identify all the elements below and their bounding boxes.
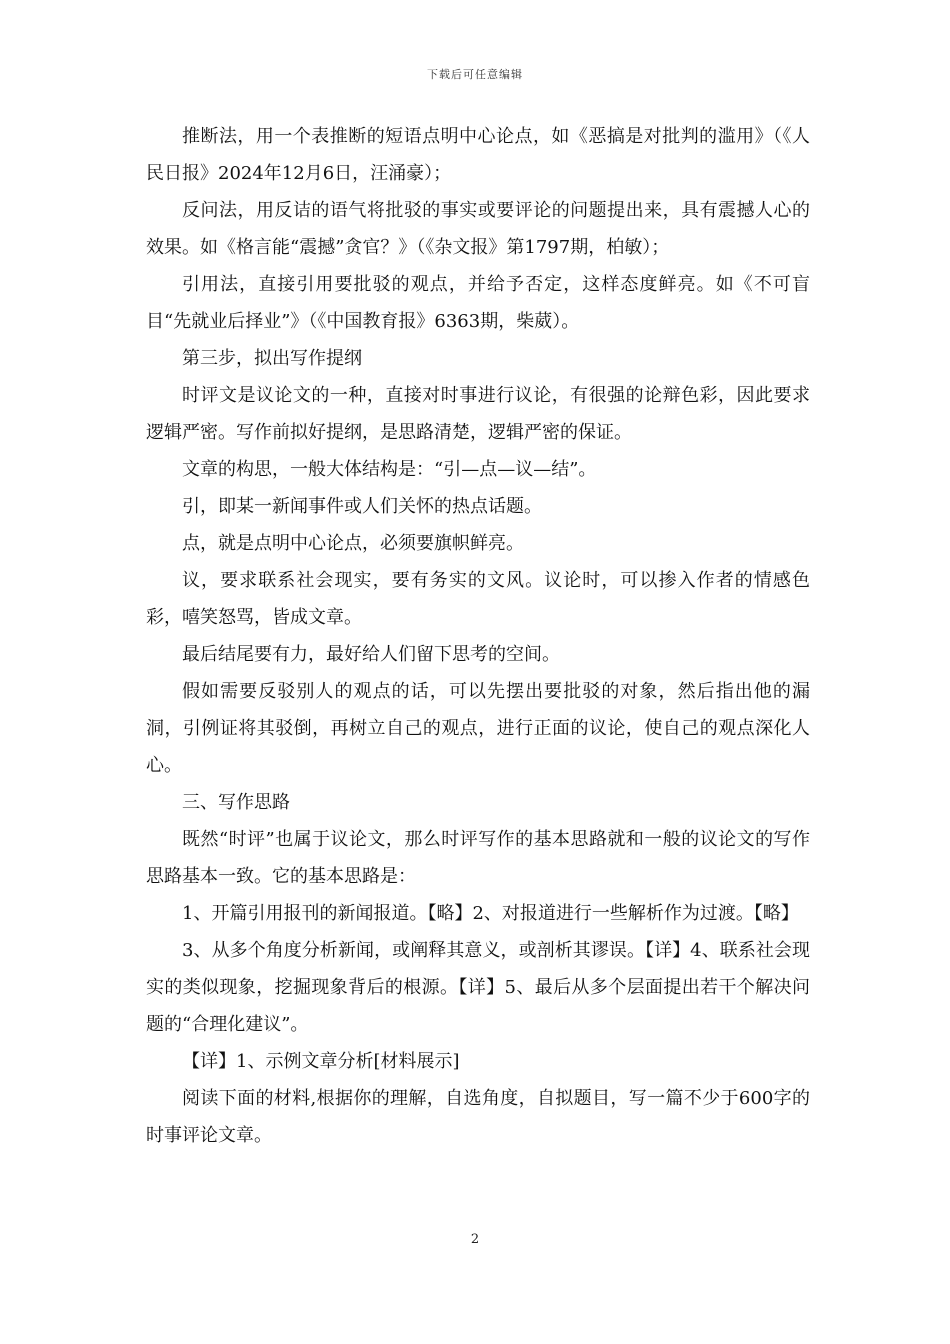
paragraph: 时评文是议论文的一种，直接对时事进行议论，有很强的论辩色彩，因此要求逻辑严密。写作前拟好提纲，是思路清楚，逻辑严密的保证。: [146, 385, 810, 443]
paragraph: 阅读下面的材料,根据你的理解，自选角度，自拟题目，写一篇不少于600字的时事评论文章。: [146, 1088, 810, 1146]
paragraph: 【详】1、示例文章分析[材料展示]: [182, 1051, 460, 1072]
paragraph: 推断法，用一个表推断的短语点明中心论点，如《恶搞是对批判的滥用》（《人民日报》2024年12月6日，汪涌豪）；: [146, 126, 810, 184]
document-body: [146, 118, 810, 1154]
paragraph: 引，即某一新闻事件或人们关怀的热点话题。: [182, 496, 542, 517]
page-header: 下载后可任意编辑: [427, 68, 523, 81]
paragraph: 点，就是点明中心论点，必须要旗帜鲜亮。: [182, 533, 524, 554]
paragraph: 反问法，用反诘的语气将批驳的事实或要评论的问题提出来，具有震撼人心的效果。如《格言能“震撼”贪官？》（《杂文报》第1797期，柏敏）；: [146, 200, 810, 258]
paragraph: 最后结尾要有力，最好给人们留下思考的空间。: [182, 644, 560, 665]
paragraph: 1、开篇引用报刊的新闻报道。【略】2、对报道进行一些解析作为过渡。【略】: [182, 903, 799, 924]
paragraph: 3、从多个角度分析新闻，或阐释其意义，或剖析其谬误。【详】4、联系社会现实的类似现象，挖掘现象背后的根源。【详】5、最后从多个层面提出若干个解决问题的“合理化建议”。: [146, 940, 810, 1035]
paragraph: 文章的构思，一般大体结构是：“引—点—议—结”。: [182, 459, 597, 480]
page-number: 2: [470, 1232, 480, 1247]
paragraph: 引用法，直接引用要批驳的观点，并给予否定，这样态度鲜亮。如《不可盲目“先就业后择业”》（《中国教育报》6363期，柴葳）。: [146, 274, 810, 332]
paragraph: 既然“时评”也属于议论文，那么时评写作的基本思路就和一般的议论文的写作思路基本一致。它的基本思路是：: [146, 829, 810, 887]
paragraph: 假如需要反驳别人的观点的话，可以先摆出要批驳的对象，然后指出他的漏洞，引例证将其驳倒，再树立自己的观点，进行正面的议论，使自己的观点深化人心。: [146, 681, 810, 776]
section-step-heading: 第三步，拟出写作提纲: [182, 348, 362, 369]
section-heading: 三、写作思路: [182, 792, 290, 813]
paragraph: 议，要求联系社会现实，要有务实的文风。议论时，可以掺入作者的情感色彩，嘻笑怒骂，皆成文章。: [146, 570, 810, 628]
